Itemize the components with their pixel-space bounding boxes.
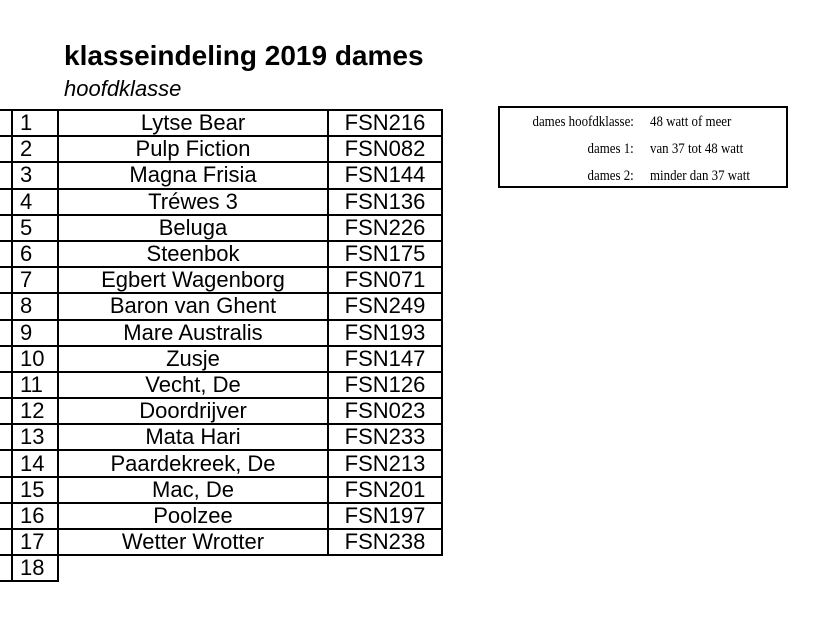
table-row: [0, 162, 442, 188]
team-name: Paardekreek, De: [58, 450, 328, 476]
sail-number: FSN193: [328, 320, 442, 346]
row-stub-cell: [0, 372, 12, 398]
row-stub-cell: [0, 293, 12, 319]
row-stub-cell: [0, 136, 12, 162]
row-stub-cell: [0, 320, 12, 346]
row-stub-cell: [0, 241, 12, 267]
team-name: Vecht, De: [58, 372, 328, 398]
row-number: 14: [12, 450, 58, 476]
table-row: [0, 320, 442, 346]
row-number: 10: [12, 346, 58, 372]
row-number: 17: [12, 529, 58, 555]
team-name: Magna Frisia: [58, 162, 328, 188]
team-name: Pulp Fiction: [58, 136, 328, 162]
row-number: 3: [12, 162, 58, 188]
legend-label: dames 1:: [587, 141, 634, 157]
table-row: [0, 110, 442, 136]
team-name: Poolzee: [58, 503, 328, 529]
table-row: [0, 189, 442, 215]
row-number: 15: [12, 477, 58, 503]
row-stub-cell: [0, 450, 12, 476]
row-number: 16: [12, 503, 58, 529]
team-name: Doordrijver: [58, 398, 328, 424]
table-row: [0, 424, 442, 450]
team-name: [58, 555, 328, 581]
table-row: [0, 136, 442, 162]
team-name: Tréwes 3: [58, 189, 328, 215]
table-row: [0, 477, 442, 503]
sail-number: FSN238: [328, 529, 442, 555]
row-stub-cell: [0, 503, 12, 529]
team-name: Baron van Ghent: [58, 293, 328, 319]
table-row: [0, 267, 442, 293]
row-number: 7: [12, 267, 58, 293]
sail-number: FSN071: [328, 267, 442, 293]
row-number: 5: [12, 215, 58, 241]
sail-number: FSN147: [328, 346, 442, 372]
sail-number: FSN023: [328, 398, 442, 424]
sail-number: FSN144: [328, 162, 442, 188]
table-row: [0, 450, 442, 476]
page-title: klasseindeling 2019 dames: [64, 40, 424, 71]
team-name: Mare Australis: [58, 320, 328, 346]
table-row: [0, 241, 442, 267]
row-number: 18: [12, 555, 58, 581]
row-number: 9: [12, 320, 58, 346]
row-stub-cell: [0, 555, 12, 581]
row-stub-cell: [0, 189, 12, 215]
legend-label: dames hoofdklasse:: [532, 114, 634, 130]
table-row: [0, 346, 442, 372]
row-stub-cell: [0, 162, 12, 188]
row-number: 11: [12, 372, 58, 398]
sail-number: FSN197: [328, 503, 442, 529]
sail-number: FSN233: [328, 424, 442, 450]
legend-row: [500, 109, 786, 135]
row-stub-cell: [0, 424, 12, 450]
team-name: Beluga: [58, 215, 328, 241]
sail-number: [328, 555, 442, 581]
sail-number: FSN213: [328, 450, 442, 476]
page-subtitle: hoofdklasse: [64, 76, 182, 101]
table-row: [0, 529, 442, 555]
legend-row: [500, 163, 786, 189]
sail-number: FSN226: [328, 215, 442, 241]
sail-number: FSN082: [328, 136, 442, 162]
sail-number: FSN175: [328, 241, 442, 267]
sail-number: FSN126: [328, 372, 442, 398]
row-stub-cell: [0, 346, 12, 372]
table-row: [0, 503, 442, 529]
sail-number: FSN136: [328, 189, 442, 215]
team-name: Mata Hari: [58, 424, 328, 450]
row-stub-cell: [0, 267, 12, 293]
row-stub-cell: [0, 398, 12, 424]
row-number: 13: [12, 424, 58, 450]
row-number: 12: [12, 398, 58, 424]
team-name: Steenbok: [58, 241, 328, 267]
legend-value: van 37 tot 48 watt: [650, 141, 744, 157]
row-number: 4: [12, 189, 58, 215]
sail-number: FSN249: [328, 293, 442, 319]
legend-row: [500, 136, 786, 162]
row-stub-cell: [0, 110, 12, 136]
team-name: Wetter Wrotter: [58, 529, 328, 555]
row-stub-cell: [0, 477, 12, 503]
team-name: Zusje: [58, 346, 328, 372]
row-stub-cell: [0, 529, 12, 555]
team-name: Lytse Bear: [58, 110, 328, 136]
team-table: [0, 109, 443, 582]
legend-label: dames 2:: [587, 168, 634, 184]
row-number: 6: [12, 241, 58, 267]
legend-value: 48 watt of meer: [650, 114, 732, 130]
table-row: [0, 293, 442, 319]
team-name: Mac, De: [58, 477, 328, 503]
row-stub-cell: [0, 215, 12, 241]
row-number: 2: [12, 136, 58, 162]
team-name: Egbert Wagenborg: [58, 267, 328, 293]
sail-number: FSN216: [328, 110, 442, 136]
class-legend: [498, 106, 788, 188]
table-row: [0, 555, 442, 581]
row-number: 1: [12, 110, 58, 136]
table-row: [0, 398, 442, 424]
table-row: [0, 215, 442, 241]
table-row: [0, 372, 442, 398]
row-number: 8: [12, 293, 58, 319]
legend-value: minder dan 37 watt: [650, 168, 750, 184]
sail-number: FSN201: [328, 477, 442, 503]
